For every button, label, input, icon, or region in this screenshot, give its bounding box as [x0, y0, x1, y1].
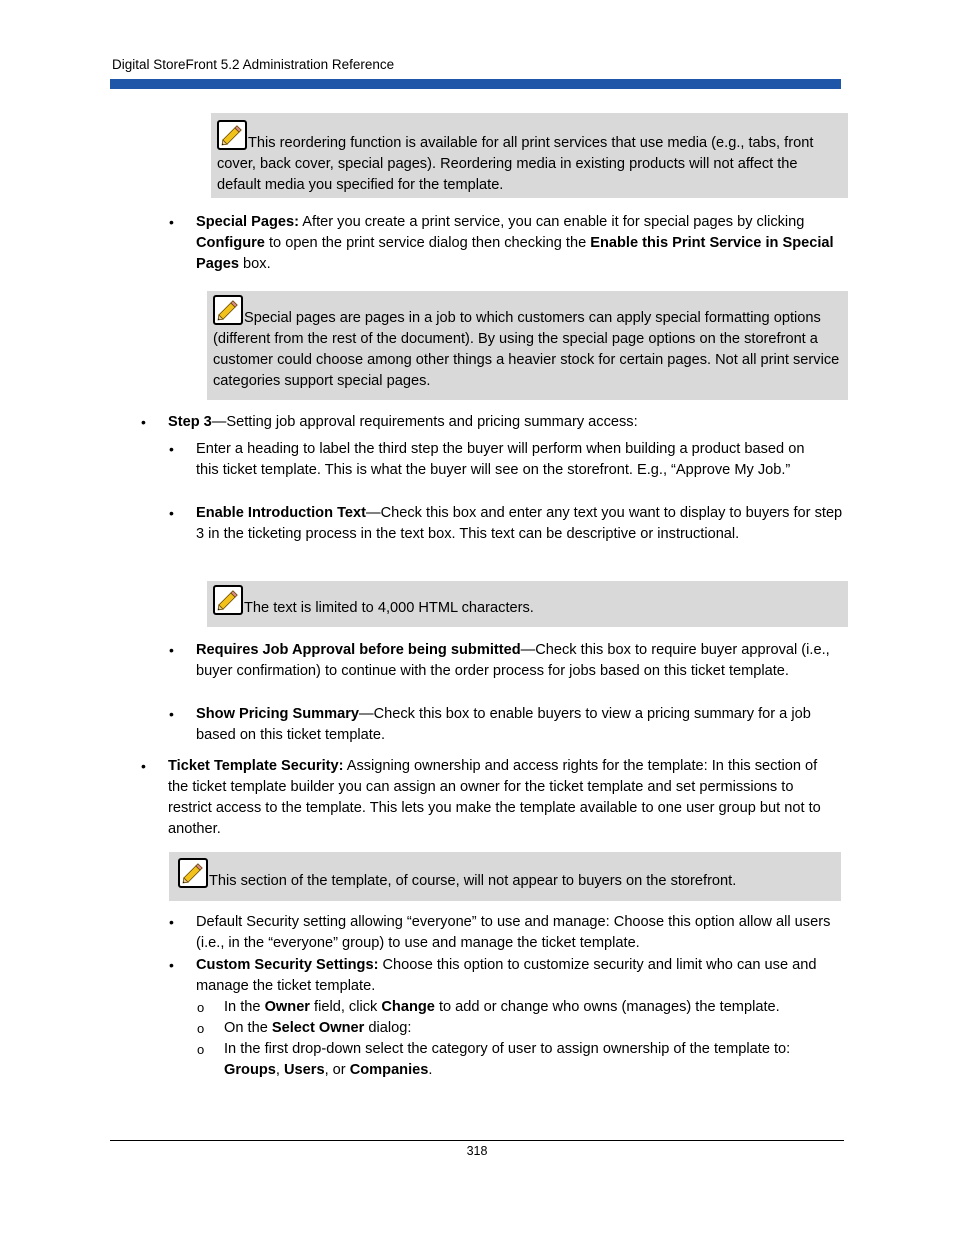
header-rule: [110, 79, 841, 89]
bullet-symbol: •: [141, 758, 146, 774]
pencil-note-icon: [213, 585, 243, 615]
list-item-step-3: Step 3—Setting job approval requirements and pricing summary access:: [168, 414, 638, 430]
sub-bullet-symbol: o: [197, 1042, 205, 1057]
bullet-symbol: •: [169, 441, 174, 457]
list-item-introduction-text: Enable Introduction Text—Check this box and enter any text you want to display to buyers for step 3 in the ticketing process in the text box. This text can be descriptive or instructional.: [196, 505, 843, 542]
page-header-title: Digital StoreFront 5.2 Administration Reference: [112, 57, 395, 72]
page-number: 318: [466, 1144, 488, 1158]
bullet-symbol: •: [169, 214, 174, 230]
step-3-label: Step 3: [168, 414, 212, 430]
bullet-symbol: •: [169, 642, 174, 658]
list-item-default-security: Default Security setting allowing “everyone” to use and manage: Choose this option allow all users (i.e., in the “everyone” group) to use and manage the ticket template.: [196, 914, 831, 951]
special-pages-label: Special Pages:: [196, 214, 300, 230]
bullet-symbol: •: [169, 706, 174, 722]
note-box-text-limit: [207, 581, 848, 627]
note-text: Special pages are pages in a job to which customers can apply special formatting options (different from the rest of the document). By using the special page options on the storefront a customer could choose among other things a heavier stock for certain pages. Not all print service categories support special pages.: [213, 310, 840, 389]
note-text: This section of the template, of course, will not appear to buyers on the storefront.: [209, 873, 737, 889]
sub-item-owner: In the Owner field, click Change to add or change who owns (manages) the template.: [224, 999, 780, 1015]
sub-bullet-symbol: o: [197, 1000, 205, 1015]
list-item-special-pages: Special Pages: After you create a print service, you can enable it for special pages by clicking Configure to open the print service dialog then checking the Enable this Print Service in Special Pages box.: [196, 214, 834, 272]
list-item-job-approval: Requires Job Approval before being submitted—Check this box to require buyer approval (i.e., buyer confirmation) to continue with the order process for jobs based on this ticket template.: [196, 642, 830, 679]
note-text: This reordering function is available for all print services that use media (e.g., tabs, front cover, back cover, special pages). Reordering media in existing products will not affect the default media you specified for the template.: [217, 135, 814, 193]
sub-bullet-symbol: o: [197, 1021, 205, 1036]
bullet-symbol: •: [169, 957, 174, 973]
list-item-ticket-template-security: Ticket Template Security: Assigning ownership and access rights for the template: In this section of the ticket template builder you can assign an owner for the ticket template and set permissions to restrict access to the template. This lets you make the template available to one user group but not to another.: [168, 758, 821, 837]
pencil-note-icon: [178, 858, 208, 888]
note-text: The text is limited to 4,000 HTML characters.: [244, 600, 534, 616]
sub-item-select-owner: On the Select Owner dialog:: [224, 1020, 412, 1036]
bullet-symbol: •: [141, 414, 146, 430]
list-item-pricing-summary: Show Pricing Summary—Check this box to enable buyers to view a pricing summary for a job based on this ticket template.: [196, 706, 811, 743]
bullet-symbol: •: [169, 914, 174, 930]
pencil-note-icon: [213, 295, 243, 325]
bullet-symbol: •: [169, 505, 174, 521]
sub-item-drop-down: In the first drop-down select the category of user to assign ownership of the template to: Groups, Users, or Companies.: [224, 1041, 791, 1078]
list-item-heading: Enter a heading to label the third step the buyer will perform when building a product based on this ticket template. This is what the buyer will see on the storefront. E.g., “Approve My Job.”: [196, 441, 805, 478]
note-box-reordering: [211, 113, 848, 198]
footer-rule: [110, 1140, 844, 1141]
note-box-security: [169, 852, 841, 901]
list-item-custom-security: Custom Security Settings: Choose this option to customize security and limit who can use and manage the ticket template.: [196, 957, 817, 994]
note-box-special-pages: [207, 291, 848, 400]
pencil-note-icon: [217, 120, 247, 150]
